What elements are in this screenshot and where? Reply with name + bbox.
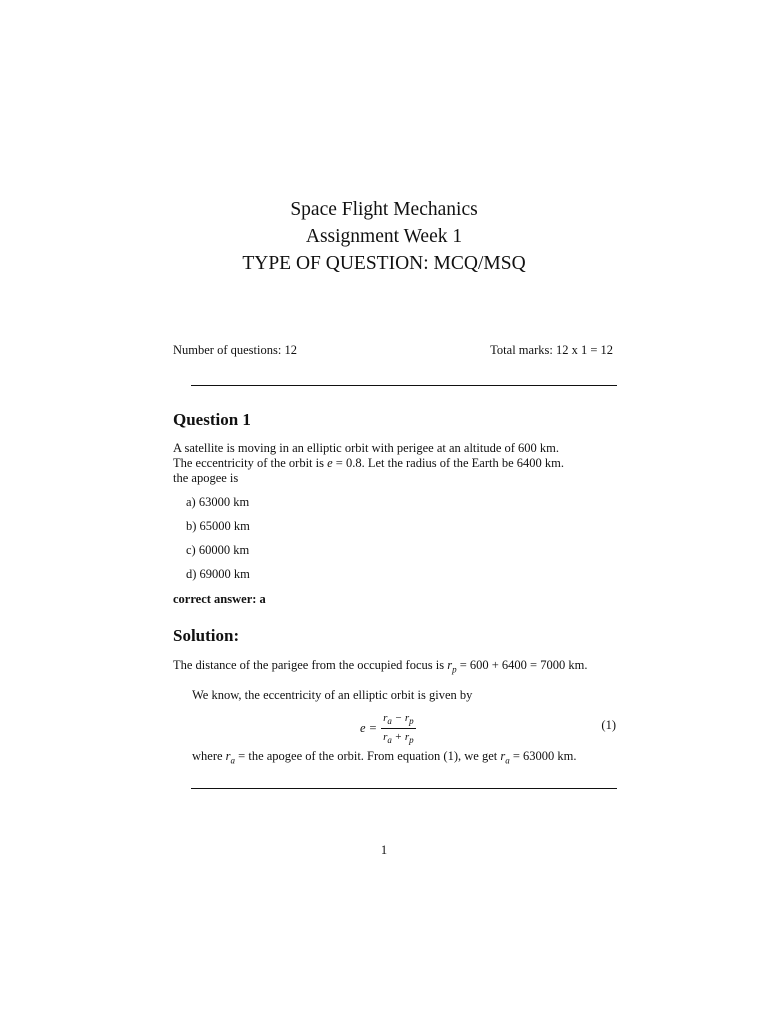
document-title [0,196,768,277]
total-marks: Total marks: 12 x 1 = 12 [490,343,613,357]
number-of-questions: Number of questions: 12 [173,343,297,357]
bottom-divider [191,788,617,789]
question-text [173,441,617,486]
option-d: d) 69000 km [186,567,250,581]
option-a: a) 63000 km [186,495,250,509]
page-number: 1 [380,843,388,857]
question-line-2: The eccentricity of the orbit is e = 0.8. Let the radius of the Earth be 6400 km. [173,456,564,470]
question-heading: Question 1 [173,410,251,429]
equation-number: (1) [601,718,616,732]
solution-heading: Solution: [173,626,240,645]
question-line-1: A satellite is moving in an elliptic orbit with perigee at an altitude of 600 km. [173,441,560,455]
course-title: Space Flight Mechanics [290,199,478,220]
eccentricity-equation: e = $\frac{r_a - r_p}{r_a + r_p}$ [360,712,414,746]
option-b: b) 65000 km [186,519,250,533]
solution-paragraph-1: The distance of the parigee from the occupied focus is $r_p = 600 + 6400 = 7000$ km. [173,658,588,675]
solution-paragraph-2: We know, the eccentricity of an elliptic orbit is given by [192,688,473,702]
top-divider [191,385,617,386]
assignment-title: Assignment Week 1 [305,226,463,247]
solution-paragraph-3: where $r_a$ = the apogee of the orbit. From equation (1), we get $r_a = 63000$ km. [192,749,577,766]
question-type: TYPE OF QUESTION: MCQ/MSQ [242,253,526,274]
correct-answer: correct answer: a [173,592,266,606]
question-line-3: the apogee is [173,471,239,485]
option-c: c) 60000 km [186,543,250,557]
